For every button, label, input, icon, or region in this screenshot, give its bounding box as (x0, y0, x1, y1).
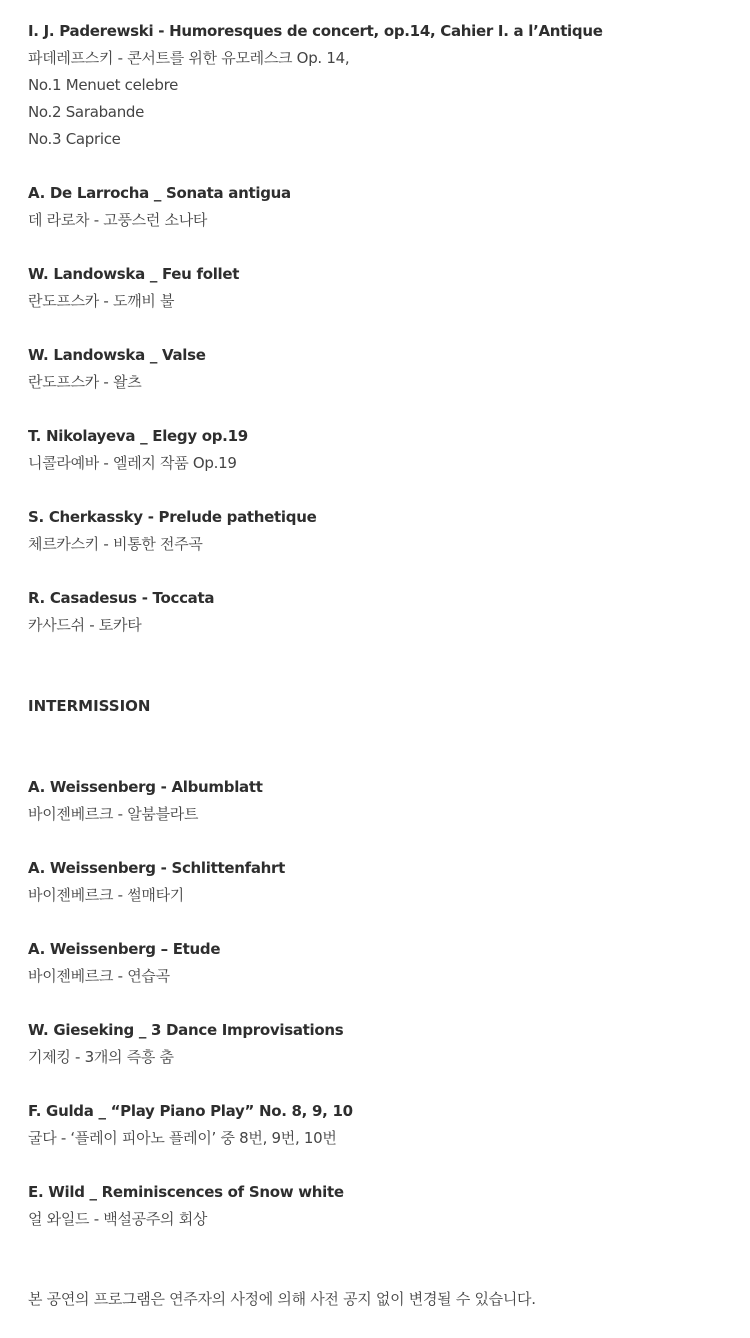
piece-title: W. Landowska _ Feu follet (28, 265, 240, 283)
program-item (28, 423, 728, 477)
piece-title: W. Landowska _ Valse (28, 346, 206, 364)
piece-korean-title: 란도프스카 - 도깨비 불 (28, 292, 175, 310)
program-item (28, 936, 728, 990)
program-item (28, 504, 728, 558)
program-item (28, 1017, 728, 1071)
piece-korean-title: 굴다 - ‘플레이 피아노 플레이’ 중 8번, 9번, 10번 (28, 1129, 337, 1147)
piece-title: T. Nikolayeva _ Elegy op.19 (28, 427, 248, 445)
piece-title: A. De Larrocha _ Sonata antigua (28, 184, 291, 202)
program-item (28, 18, 728, 153)
program-item (28, 585, 728, 639)
program-item (28, 261, 728, 315)
piece-title: A. Weissenberg - Schlittenfahrt (28, 859, 286, 877)
program-item (28, 855, 728, 909)
piece-title: I. J. Paderewski - Humoresques de concert, op.14, Cahier I. a l’Antique (28, 22, 603, 40)
piece-korean-title: 데 라로차 - 고풍스런 소나타 (28, 211, 208, 229)
program-item (28, 1098, 728, 1152)
piece-korean-title: 얼 와일드 - 백설공주의 회상 (28, 1210, 208, 1228)
piece-korean-title: 체르카스키 - 비통한 전주곡 (28, 535, 203, 553)
program-change-notice: 본 공연의 프로그램은 연주자의 사정에 의해 사전 공지 없이 변경될 수 있습니다. (28, 1290, 536, 1308)
piece-korean-title: 바이젠베르크 - 알붐블라트 (28, 805, 199, 823)
piece-korean-title: 기제킹 - 3개의 즉흥 춤 (28, 1048, 174, 1066)
piece-korean-title: 니콜라예바 - 엘레지 작품 Op.19 (28, 454, 237, 472)
piece-title: F. Gulda _ “Play Piano Play” No. 8, 9, 10 (28, 1102, 353, 1120)
piece-korean-title: 바이젠베르크 - 연습곡 (28, 967, 170, 985)
piece-korean-title: 파데레프스키 - 콘서트를 위한 유모레스크 Op. 14, (28, 49, 350, 67)
intermission-label: INTERMISSION (28, 697, 151, 715)
piece-title: R. Casadesus - Toccata (28, 589, 215, 607)
program-item (28, 342, 728, 396)
piece-korean-title: 카사드쉬 - 토카타 (28, 616, 142, 634)
piece-korean-title: 바이젠베르크 - 썰매타기 (28, 886, 184, 904)
program-item (28, 180, 728, 234)
piece-title: E. Wild _ Reminiscences of Snow white (28, 1183, 344, 1201)
piece-movement: No.2 Sarabande (28, 103, 145, 121)
program-list (28, 18, 728, 1233)
piece-movement: No.3 Caprice (28, 130, 121, 148)
program-item (28, 774, 728, 828)
program-item (28, 1179, 728, 1233)
piece-title: A. Weissenberg - Albumblatt (28, 778, 263, 796)
piece-title: A. Weissenberg – Etude (28, 940, 221, 958)
piece-title: S. Cherkassky - Prelude pathetique (28, 508, 317, 526)
piece-korean-title: 란도프스카 - 왈츠 (28, 373, 142, 391)
piece-title: W. Gieseking _ 3 Dance Improvisations (28, 1021, 344, 1039)
piece-movement: No.1 Menuet celebre (28, 76, 179, 94)
